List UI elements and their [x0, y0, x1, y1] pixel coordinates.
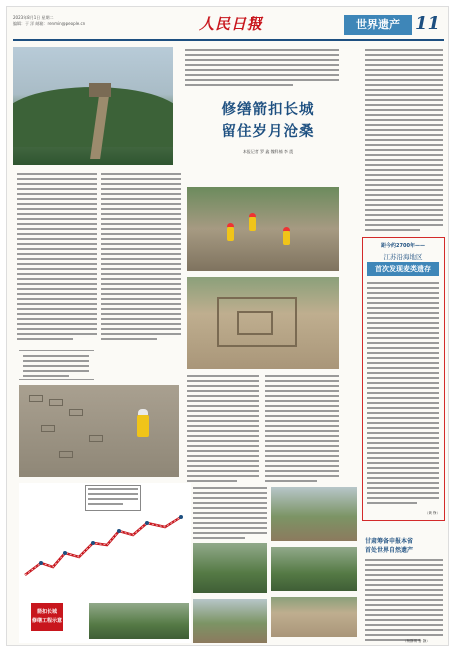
article-title-1: 江苏沿海地区	[383, 253, 423, 261]
secondary-byline: （杨斯琪 鲁 静）	[403, 639, 430, 643]
caption-lines	[23, 355, 89, 380]
brick-shape	[59, 451, 73, 458]
map-inset-photo	[89, 603, 189, 639]
map-marker-icon	[91, 541, 95, 545]
worker-figure	[283, 231, 290, 245]
worker-figure	[249, 217, 256, 231]
wall-overview-photo	[271, 547, 357, 591]
column-1-text	[17, 173, 97, 343]
brick-shape	[41, 425, 55, 432]
boxed-article	[362, 237, 445, 521]
main-headline	[197, 99, 339, 143]
helmet-shape	[249, 213, 256, 217]
map-label-1: 箭扣长城	[36, 609, 57, 615]
editor-text: 编辑：于 洋 邮箱：renmin@people.cn	[13, 21, 86, 26]
boxed-article-text	[367, 282, 439, 507]
photo-caption-box	[19, 350, 94, 380]
brick-shape	[69, 409, 83, 416]
map-marker-icon	[63, 551, 67, 555]
map-marker-icon	[145, 521, 149, 525]
ruined-tower-photo	[187, 277, 339, 369]
header-rule	[13, 39, 444, 41]
secondary-headline-1: 甘肃筹备申报本省	[365, 538, 414, 545]
green-hill-photo	[193, 543, 267, 593]
article-kicker: 距今约2700年——	[381, 243, 425, 249]
brick-shape	[49, 399, 63, 406]
column-2-text	[101, 173, 181, 343]
brick-shape	[89, 435, 103, 442]
foundation-shape	[237, 311, 273, 335]
map-marker-icon	[39, 561, 43, 565]
headline-line-2: 留住岁月沧桑	[221, 123, 315, 140]
right-column-text	[365, 49, 443, 234]
article-title-2: 首次发现麦类遗存	[367, 262, 439, 276]
worker-figure	[137, 415, 149, 437]
great-wall-photo	[13, 47, 173, 165]
worker-figure	[227, 227, 234, 241]
date-text: 2023年8月1日 星期二	[13, 15, 54, 20]
helmet-shape	[227, 223, 234, 227]
secondary-headline-2: 首处世界自然遗产	[365, 547, 414, 554]
annotation-lines	[88, 488, 138, 505]
secondary-headline	[365, 537, 445, 555]
bottom-center-text	[193, 487, 267, 542]
map-annotation	[85, 485, 141, 511]
main-byline: 本报记者 罗 鑫 魏科楠 李 震	[242, 149, 294, 154]
masthead	[13, 13, 444, 43]
helmet-shape	[283, 227, 290, 231]
map-marker-icon	[179, 515, 183, 519]
restored-tower-photo	[271, 487, 357, 541]
center-column-b-text	[265, 375, 339, 485]
fort-photo	[193, 599, 267, 643]
secondary-article-text	[365, 559, 443, 644]
issue-date	[13, 15, 85, 27]
map-label-box	[31, 603, 63, 631]
workers-on-wall-photo	[187, 187, 339, 271]
watchtower-shape	[89, 83, 111, 97]
newspaper-page	[6, 6, 449, 646]
brick-shape	[29, 395, 43, 402]
map-label-2: 修缮工程示意	[31, 618, 62, 624]
center-column-a-text	[187, 375, 259, 485]
logo-seal-icon	[251, 17, 260, 26]
paving-work-photo	[19, 385, 179, 477]
headline-line-1: 修缮箭扣长城	[221, 101, 315, 118]
article-byline: （黄 铮）	[424, 511, 440, 515]
helmet-shape	[138, 409, 148, 415]
page-number: 11	[415, 13, 441, 34]
intro-text	[185, 49, 339, 89]
map-marker-icon	[117, 529, 121, 533]
newspaper-logo: 人民日报	[199, 15, 264, 33]
tower-base-photo	[271, 597, 357, 637]
section-title: 世界遗产	[344, 15, 412, 35]
